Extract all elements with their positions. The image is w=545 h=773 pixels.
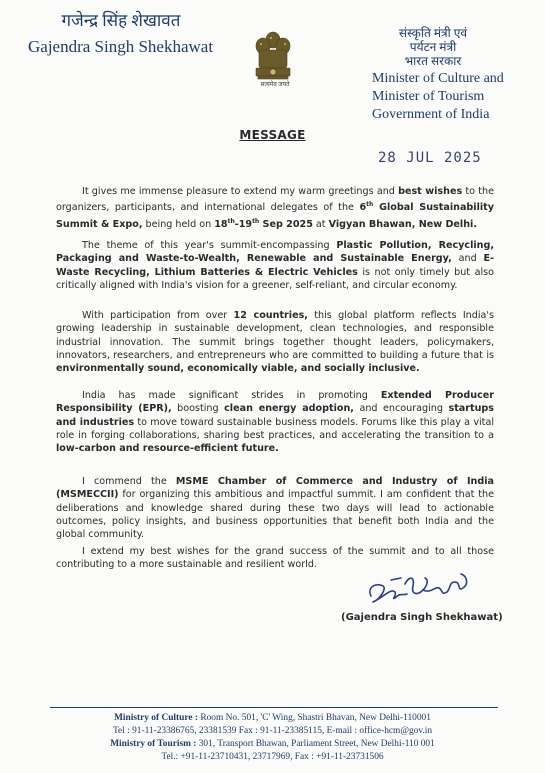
emphasis: startups and industries [56, 403, 494, 428]
text: and [451, 253, 484, 265]
text: India has made significant strides in promoting [82, 390, 381, 401]
footer-tourism-address [0, 738, 545, 750]
message-paragraph-1 [56, 185, 494, 231]
text: It gives me immense pleasure to extend my warm greetings and [82, 186, 399, 197]
message-title: MESSAGE [239, 128, 306, 142]
designation-hindi-line2: पर्यटन मंत्री [409, 40, 457, 54]
text: I commend the [82, 476, 176, 487]
footer-tourism-contact: Tel.: +91-11-23710431, 23717969, Fax : +91-11-23731506 [161, 752, 384, 762]
message-paragraph-5 [56, 475, 494, 541]
footer-culture-contact: Tel : 91-11-23386765, 23381539 Fax : 91-11-23385115, E-mail : office-hcm@gov.in [112, 726, 433, 736]
text: With participation from over [82, 310, 234, 321]
footer-culture-address [0, 712, 545, 724]
footer-text: Room No. 501, 'C' Wing, Shastri Bhavan, New Delhi-110001 [198, 713, 431, 723]
text: to the organizers, participants, and international delegates of the [56, 186, 494, 214]
message-paragraph-6: I extend my best wishes for the grand success of the summit and to all those contributing to a more sustainable and resilient world. [56, 546, 494, 571]
emphasis [214, 219, 313, 230]
emphasis: clean energy adoption, [224, 403, 354, 415]
emphasis: Plastic Pollution, Recycling, Packaging and Waste-to-Wealth, Renewable and Sustainable Energy, [56, 240, 495, 265]
emphasis: low-carbon and resource-efficient future. [56, 443, 279, 455]
letterhead-left [28, 8, 218, 57]
emphasis: best wishes [398, 186, 463, 197]
signatory-name: (Gajendra Singh Shekhawat) [341, 612, 503, 623]
text: boosting [171, 403, 225, 415]
message-paragraph-4 [56, 389, 494, 455]
handwritten-signature [365, 566, 480, 612]
text: 6 [359, 202, 367, 214]
superscript: th [366, 201, 374, 209]
text: at [312, 218, 329, 230]
designation-english-line2: Minister of Tourism [372, 89, 485, 104]
designation-hindi-line1: संस्कृति मंत्री एवं [398, 26, 468, 40]
text: and encouraging [353, 403, 449, 415]
minister-name-english: Gajendra Singh Shekhawat [28, 37, 214, 56]
text: Sep 2025 [259, 218, 313, 230]
superscript: th [227, 217, 235, 225]
text: for organizing this ambitious and impactful summit. I am confident that the deliberations and knowledge shared during these two days will lead to actionable outcomes, policy insights, and business opportunities that benefit both India and the global community. [56, 489, 494, 541]
text: is not only timely but also critically aligned with India's vision for a greener, self-reliant, and circular economy. [56, 266, 494, 291]
designation-english-line1: Minister of Culture and [372, 71, 504, 86]
letterhead-right [372, 26, 532, 122]
emphasis: E-Waste Recycling, Lithium Batteries & Electric Vehicles [56, 253, 494, 278]
emphasis: MSME Chamber of Commerce and Industry of India (MSMECCII) [56, 476, 494, 501]
text: 18 [214, 218, 228, 230]
text: this global platform reflects India's growing leadership in sustainable development, clean technologies, and responsible industrial innovation. The summit brings together thought leaders, policymakers, innovators, researchers, and entrepreneurs who are committed to building a future that is [56, 310, 495, 361]
designation-english-line3: Government of India [372, 107, 490, 122]
designation-hindi-line3: भारत सरकार [404, 54, 462, 68]
superscript: th [252, 217, 260, 225]
date-stamp: 28 JUL 2025 [378, 150, 482, 166]
text: The theme of this year's summit-encompassing [82, 240, 337, 251]
message-paragraph-3 [56, 309, 494, 375]
emphasis: Extended Producer Responsibility (EPR), [56, 390, 494, 415]
emphasis: 12 countries, [233, 310, 308, 321]
emblem-motto: सत्यमेव जयते [260, 82, 290, 88]
text: being held on [142, 218, 215, 230]
message-paragraph-2 [56, 239, 494, 292]
footer-text: 301, Transport Bhawan, Parliament Street, New Delhi-110 001 [196, 739, 435, 749]
footer-divider [50, 707, 498, 708]
emphasis: environmentally sound, economically viable, and socially inclusive. [56, 363, 420, 375]
text: to move toward sustainable business models. Forums like this play a vital role in forging collaborations, sharing best practices, and accelerating the transition to a [56, 416, 494, 441]
footer-label: Ministry of Culture : [114, 713, 198, 723]
minister-name-hindi: गजेन्द्र सिंह शेखावत [61, 11, 181, 30]
text: -19 [234, 218, 253, 230]
footer-label: Ministry of Tourism : [110, 739, 197, 749]
emphasis: Vigyan Bhawan, New Delhi. [328, 218, 477, 230]
text: Global Sustainability Summit & Expo, [56, 202, 494, 230]
